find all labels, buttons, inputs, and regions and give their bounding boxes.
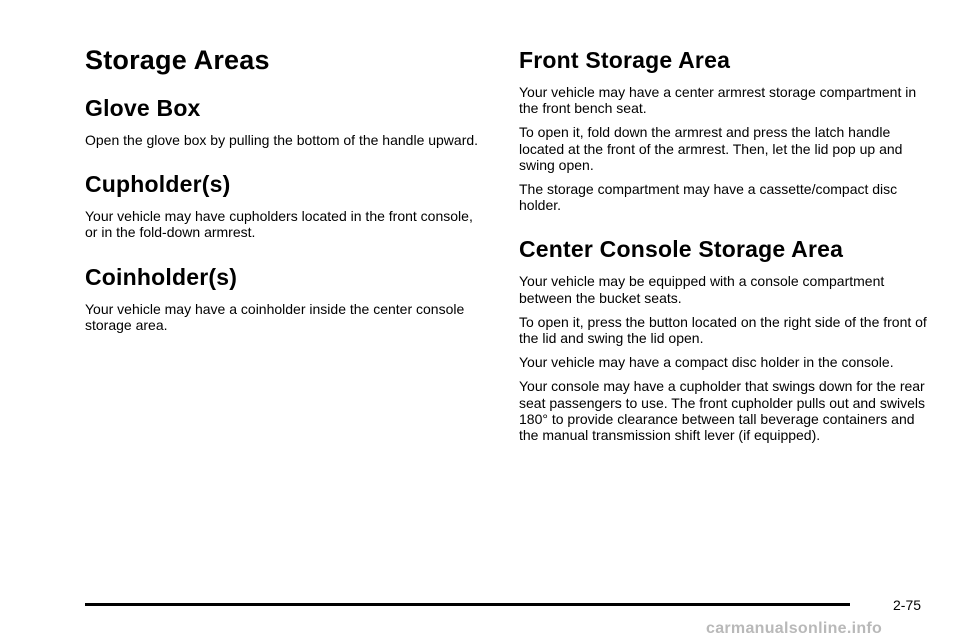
section-glove-box [85, 94, 485, 148]
section-front-storage-area [519, 46, 929, 213]
section-paragraph: Your console may have a cupholder that swings down for the rear seat passengers to use. The front cupholder pulls out and swivels 180° to provide clearance between tall beverage containers and the manual transmission shift lever (if equipped). [519, 378, 925, 444]
page-title: Storage Areas [85, 45, 270, 75]
section-heading: Front Storage Area [519, 47, 731, 73]
right-column [519, 40, 929, 465]
section-paragraph: Your vehicle may be equipped with a console compartment between the bucket seats. [519, 273, 885, 306]
section-paragraph: Your vehicle may have a compact disc holder in the console. [519, 354, 894, 371]
page-number: 2-75 [893, 597, 922, 613]
watermark-text: carmanualsonline.info [706, 620, 883, 637]
section-heading: Center Console Storage Area [519, 236, 844, 263]
section-center-console-storage-area [519, 235, 929, 443]
section-paragraph: To open it, fold down the armrest and press the latch handle located at the front of the armrest. Then, let the lid pop up and swing open. [519, 124, 903, 173]
section-paragraph: Your vehicle may have cupholders located in the front console, or in the fold-down armrest. [85, 208, 473, 241]
section-paragraph: Your vehicle may have a center armrest storage compartment in the front bench seat. [519, 84, 917, 117]
left-column [85, 40, 485, 355]
footer-divider [85, 603, 850, 606]
section-paragraph: To open it, press the button located on the right side of the front of the lid and swing the lid open. [519, 313, 927, 347]
section-paragraph: Your vehicle may have a coinholder inside the center console storage area. [85, 300, 465, 333]
section-cupholders [85, 170, 485, 240]
section-paragraph: Open the glove box by pulling the bottom of the handle upward. [85, 132, 479, 148]
section-heading: Glove Box [85, 95, 201, 121]
section-coinholders [85, 263, 485, 333]
section-heading: Coinholder(s) [85, 263, 238, 290]
section-paragraph: The storage compartment may have a cassette/compact disc holder. [519, 181, 898, 214]
section-heading: Cupholder(s) [85, 171, 231, 198]
